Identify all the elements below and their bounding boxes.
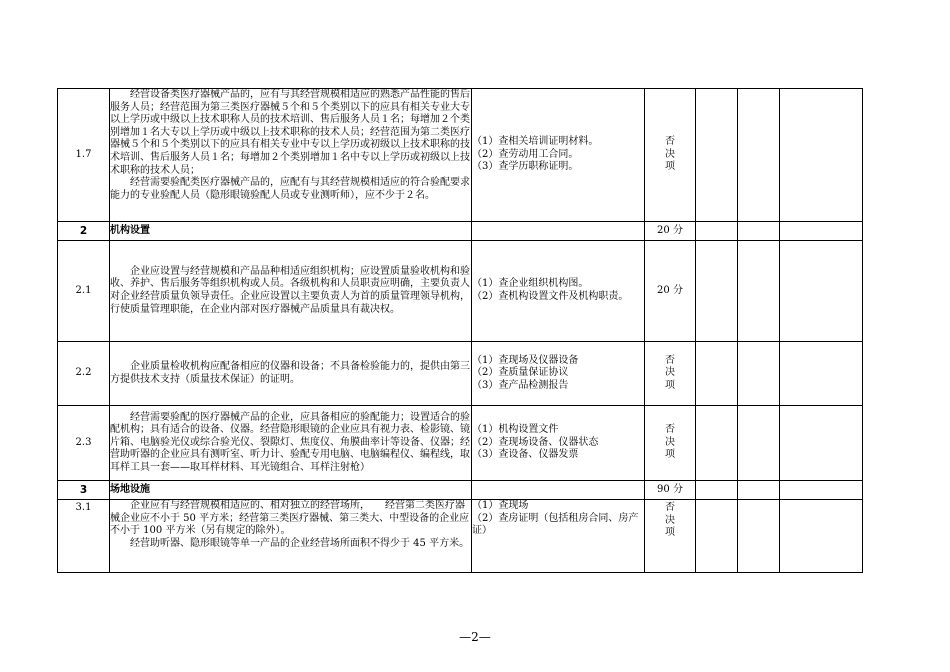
method-line: （2）查房证明（包括租房合同、房产证） [472,512,639,537]
score-char: 否 [665,354,675,366]
check-method [472,241,645,342]
item-number: 2.3 [58,406,110,481]
blank-cell [780,406,863,481]
blank-cell [696,89,738,222]
item-number: 3.1 [58,500,110,573]
table-row [58,241,863,342]
item-content [110,500,472,573]
blank-cell [780,241,863,342]
item-content [110,241,472,342]
check-method [472,342,645,406]
blank-cell [738,406,780,481]
blank-cell [696,500,738,573]
item-content [110,406,472,481]
item-score: 20 分 [645,241,696,342]
content-paragraph: 企业应设置与经营规模和产品品种相适应组织机构；应设置质量验收机构和验收、养护、售后服务等组织机构或人员。各级机构和人员职责应明确，主要负责人对企业经营质量负领导责任。企业应设置以主要负责人为首的质量管理领导机构，行使质量管理职能，在企业内部对医疗器械产品质量具有裁决权。 [110,265,470,315]
blank-cell [738,500,780,573]
content-paragraph: 经营助听器、隐形眼镜等单一产品的企业经营场所面积不得少于 45 平方米。 [130,537,470,549]
item-number: 2.2 [58,342,110,406]
table-row [58,89,863,222]
item-number: 2.1 [58,241,110,342]
item-score [645,406,696,481]
section-number: 2 [58,222,110,241]
blank-cell [780,342,863,406]
method-line: （3）查产品检测报告 [472,379,569,391]
method-line: （1）机构设置文件 [472,424,559,436]
method-line: （1）查企业组织机构图。 [472,278,589,290]
section-score: 20 分 [645,222,696,241]
blank-cell [780,222,863,241]
check-method [472,500,645,573]
score-char: 否 [665,424,675,436]
blank-cell [696,406,738,481]
item-content [110,342,472,406]
section-title: 机构设置 [110,222,472,241]
item-score [645,89,696,222]
method-line: （2）查质量保证协议 [472,367,569,379]
score-char: 决 [665,436,675,448]
content-paragraph: 经营需要验配类医疗器械产品的，应配有与其经营规模相适应的符合验配要求能力的专业验配人员（隐形眼镜验配人员或专业测听师），应不少于２名。 [110,177,470,201]
blank-cell [738,89,780,222]
section-score: 90 分 [645,481,696,500]
score-char: 项 [665,527,675,539]
blank-cell [780,500,863,573]
score-char: 决 [665,514,675,526]
inspection-table [57,88,863,573]
method-line: （2）查机构设置文件及机构职责。 [472,291,629,302]
score-char: 项 [665,449,675,461]
score-char: 决 [665,148,675,160]
method-line: （1）查现场及仪器设备 [472,354,579,366]
blank-cell [780,481,863,500]
section-row [58,222,863,241]
blank-cell [696,342,738,406]
blank-cell [738,241,780,342]
blank-cell [472,222,645,241]
blank-cell [696,241,738,342]
item-content [110,89,472,222]
content-paragraph: 企业应有与经营规模相适应的、相对独立的经营场所， 经营第二类医疗器械企业应不小于 50 平方米；经营第三类医疗器械、第三类大、中型设备的企业应不小于 100 平方米（另有规定的除外）。 [110,500,470,537]
score-char: 决 [665,367,675,379]
section-row [58,481,863,500]
blank-cell [696,481,738,500]
content-paragraph: 经营需要验配的医疗器械产品的企业，应具备相应的验配能力；设置适合的验配机构；具有适合的设备、仪器。经营隐形眼镜的企业应具有视力表、检影镜、镜片箱、电脑验光仪或综合验光仪、裂隙灯、焦度仪、角膜曲率计等设备、仪器；经营助听器的企业应具有测听室、听力计、验配专用电脑、电脑编程仪、编程线，取耳样工具一套——取耳样材料、耳光镜组合、耳样注射枪） [110,411,470,473]
method-line: （1）查相关培训证明材料。 [472,136,599,148]
check-method [472,89,645,222]
blank-cell [738,222,780,241]
content-paragraph: 企业质量检收机构应配备相应的仪器和设备；不具备检验能力的，提供由第三方提供技术支持（质量技术保证）的证明。 [110,360,470,385]
item-number: 1.7 [58,89,110,222]
score-char: 项 [665,161,675,173]
blank-cell [780,89,863,222]
score-char: 项 [665,379,675,391]
blank-cell [472,481,645,500]
blank-cell [738,342,780,406]
blank-cell [738,481,780,500]
section-title: 场地设施 [110,481,472,500]
item-score [645,342,696,406]
table-row [58,406,863,481]
method-line: （2）查劳动用工合同。 [472,148,579,160]
score-char: 否 [665,136,675,148]
method-line: （3）查设备、仪器发票 [472,449,579,461]
table-row [58,342,863,406]
score-char: 否 [665,502,675,513]
page-number: —2— [459,630,491,644]
blank-cell [696,222,738,241]
method-line: （3）查学历职称证明。 [472,161,579,173]
content-paragraph: 经营设备类医疗器械产品的，应有与其经营规模相适应的熟悉产品性能的售后服务人员；经营范围为第三类医疗器械５个和５个类别以下的应具有相关专业大专以上学历或中级以上技术职称人员的技术培训、售后服务人员１名；每增加２个类别增加１名大专以上学历或中级以上技术职称的技术人员；经营范围为第二类医疗器械５个和５个类别以下的应具有相关专业中专以上学历或初级以上技术职称的技术培训、售后服务人员１名；每增加２个类别增加１名中专以上学历或初级以上技术职称的技术人员； [110,89,470,176]
section-number: 3 [58,481,110,500]
table-row [58,500,863,573]
check-method [472,406,645,481]
method-line: （2）查现场设备、仪器状态 [472,436,599,448]
method-line: （1）查现场 [472,500,529,511]
item-score [645,500,696,573]
